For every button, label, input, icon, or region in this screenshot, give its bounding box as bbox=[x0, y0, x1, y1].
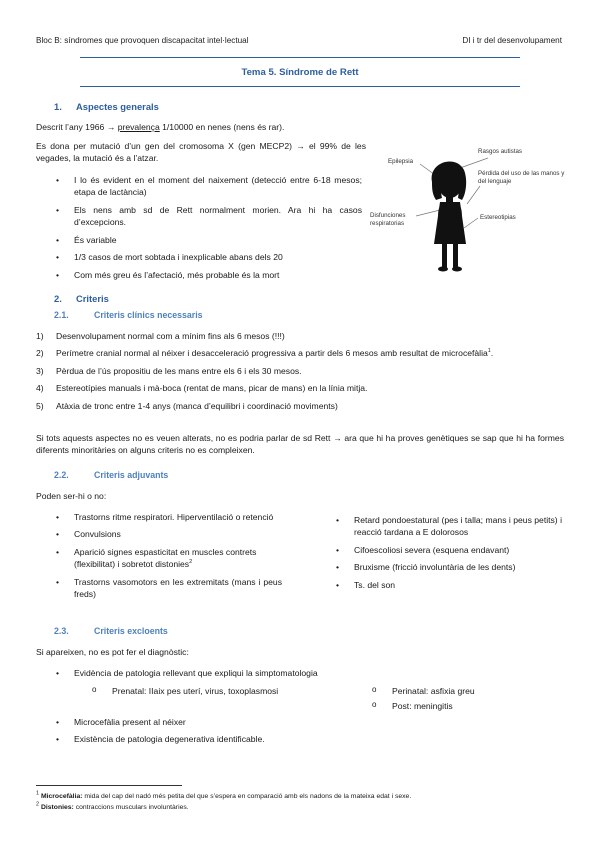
list-item: • Cifoescoliosi severa (esquena endavant) bbox=[334, 544, 562, 556]
section-1-title: Aspectes generals bbox=[76, 101, 159, 112]
label-estereotipias: Estereotipias bbox=[480, 214, 516, 221]
list-item bbox=[36, 365, 564, 377]
item-punct: . bbox=[490, 348, 494, 359]
section-1-heading bbox=[54, 100, 159, 114]
section-2-3-title: Criteris excloents bbox=[94, 626, 168, 636]
item-text: Desenvolupament normal com a mínim fins als 6 mesos (!!!) bbox=[56, 331, 285, 341]
item-number: 4) bbox=[36, 383, 44, 394]
adjuvant-list-left bbox=[54, 511, 282, 606]
list-item: • Ts. del son bbox=[334, 579, 562, 591]
exclusion-list-first bbox=[54, 667, 554, 684]
list-item: • I lo és evident en el moment del naixement (detecció entre 6-18 mesos; etapa de lactància) bbox=[54, 174, 362, 199]
prevalence-term: prevalença bbox=[117, 122, 160, 132]
section-2-2-heading bbox=[54, 469, 168, 482]
section-1-number: 1. bbox=[54, 101, 62, 112]
list-item bbox=[36, 330, 564, 342]
list-item bbox=[36, 347, 564, 359]
item-number: 1) bbox=[36, 331, 44, 341]
footnote-1 bbox=[36, 792, 576, 802]
section-2-title: Criteris bbox=[76, 293, 109, 304]
footnote-ref: 1 bbox=[487, 348, 491, 355]
footnote-2 bbox=[36, 803, 576, 813]
list-item: • 1/3 casos de mort sobtada i inexplicable abans dels 20 bbox=[54, 251, 362, 263]
list-item: • Trastorns ritme respiratori. Hiperventilació o retenció bbox=[54, 511, 282, 523]
item-text: Aparició signes espasticitat en muscles contrets (flexibilitat) i sobretot distonies bbox=[74, 546, 257, 570]
list-item bbox=[54, 546, 282, 571]
section-2-3-number: 2.3. bbox=[54, 626, 69, 636]
exclusion-sublist-left bbox=[90, 685, 286, 700]
adjuvant-intro: Poden ser-hi o no: bbox=[36, 491, 107, 501]
footnote-text: mida del cap del nadó més petita del que s’espera en comparació amb els nadons de la mateixa edat i sexe. bbox=[82, 793, 412, 800]
section-2-1-heading bbox=[54, 309, 203, 322]
item-text: Estereotípies manuals i mà-boca (rentat de mans, picar de mans) en la línia mitja. bbox=[56, 383, 368, 394]
list-item: • Els nens amb sd de Rett normalment morien. Ara hi ha casos d’excepcions. bbox=[54, 204, 362, 229]
footnote-number: 1 bbox=[36, 790, 40, 797]
header-right: DI i tr del desenvolupament bbox=[462, 36, 562, 45]
list-item: • Bruxisme (fricció involuntària de les dents) bbox=[334, 561, 562, 573]
list-item bbox=[36, 400, 564, 412]
footnote-term: Microcefàlia: bbox=[40, 793, 83, 800]
section-1-bullets bbox=[54, 174, 362, 286]
list-item: • Evidència de patologia rellevant que expliqui la simptomatologia bbox=[54, 667, 554, 679]
exclusion-sublist-right bbox=[370, 685, 560, 716]
label-perdida-manos: Pérdida del uso de las manos y del lenguaje bbox=[478, 170, 565, 185]
section-2-1-number: 2.1. bbox=[54, 310, 69, 320]
list-item: • Trastorns vasomotors en les extremitats (mans i peus freds) bbox=[54, 576, 282, 601]
list-item: • És variable bbox=[54, 234, 362, 246]
list-item: • Retard pondoestatural (pes i talla; mans i peus petits) i reacció tardana a E dolorosos bbox=[334, 514, 562, 539]
title-rule-top bbox=[80, 57, 520, 58]
list-item: • Com més greu és l’afectació, més probable és la mort bbox=[54, 269, 362, 281]
section-2-number: 2. bbox=[54, 293, 62, 304]
label-epilepsia: Epilepsia bbox=[388, 158, 414, 165]
list-item: • Convulsions bbox=[54, 528, 282, 540]
prevalence-rest: 1/10000 en nenes (nens és rar). bbox=[159, 122, 285, 132]
item-number: 5) bbox=[36, 400, 44, 411]
paragraph-prevalence bbox=[36, 121, 536, 133]
paragraph-mutation: Es dona per mutació d’un gen del cromosoma X (gen MECP2) → el 99% de les vegades, la mutació és a l’atzar. bbox=[36, 141, 366, 164]
item-text: Pèrdua de l’ús propositiu de les mans entre els 6 i els 30 mesos. bbox=[56, 365, 302, 376]
rett-figure bbox=[370, 140, 570, 280]
footnote-term: Distonies: bbox=[40, 804, 74, 811]
title-rule-bottom bbox=[80, 86, 520, 87]
sub-list-item: o Post: meningitis bbox=[370, 700, 560, 712]
item-text: Atàxia de tronc entre 1-4 anys (manca d’equilibri i coordinació moviments) bbox=[56, 400, 338, 411]
list-item bbox=[36, 382, 564, 394]
prevalence-lead: Descrit l’any 1966 → bbox=[36, 122, 118, 132]
sub-list-item: o Perinatal: asfixia greu bbox=[370, 685, 560, 697]
sub-list-item: o Prenatal: IIaix pes uterí, virus, toxoplasmosi bbox=[90, 685, 286, 697]
item-number: 2) bbox=[36, 348, 44, 359]
label-rasgos-autistas: Rasgos autistas bbox=[478, 148, 523, 155]
section-2-2-title: Criteris adjuvants bbox=[94, 470, 169, 480]
exclusion-intro: Si apareixen, no es pot fer el diagnòstic: bbox=[36, 647, 189, 657]
paragraph-genetic-tests: Si tots aquests aspectes no es veuen alterats, no es podria parlar de sd Rett → ara que hi ha proves genètiques se sap que hi ha formes diferents minoritàries on alguns criteris no es compleixen. bbox=[36, 433, 564, 456]
adjuvant-list-right bbox=[334, 514, 562, 596]
item-text: Perímetre cranial normal al néixer i desacceleració progressiva a partir dels 6 mesos amb resultat de microcefàlia bbox=[56, 348, 488, 359]
list-item: • Existència de patologia degenerativa identificable. bbox=[54, 733, 554, 745]
footnote-text: contraccions musculars involuntàries. bbox=[73, 804, 189, 811]
footnote-separator bbox=[36, 785, 182, 786]
necessary-criteria-list bbox=[36, 330, 564, 417]
page-title: Tema 5. Síndrome de Rett bbox=[241, 67, 359, 78]
label-disfunciones: Disfunciones respiratorias bbox=[370, 212, 406, 227]
section-2-1-title: Criteris clínics necessaris bbox=[94, 310, 203, 320]
header-left: Bloc B: síndromes que provoquen discapacitat intel·lectual bbox=[36, 36, 249, 45]
footnote-ref: 2 bbox=[189, 559, 193, 566]
footnote-number: 2 bbox=[36, 801, 40, 808]
section-2-heading bbox=[54, 292, 109, 306]
list-item: • Microcefàlia present al néixer bbox=[54, 716, 554, 728]
section-2-3-heading bbox=[54, 625, 168, 638]
item-number: 3) bbox=[36, 365, 44, 376]
section-2-2-number: 2.2. bbox=[54, 470, 69, 480]
exclusion-list-rest bbox=[54, 716, 554, 751]
